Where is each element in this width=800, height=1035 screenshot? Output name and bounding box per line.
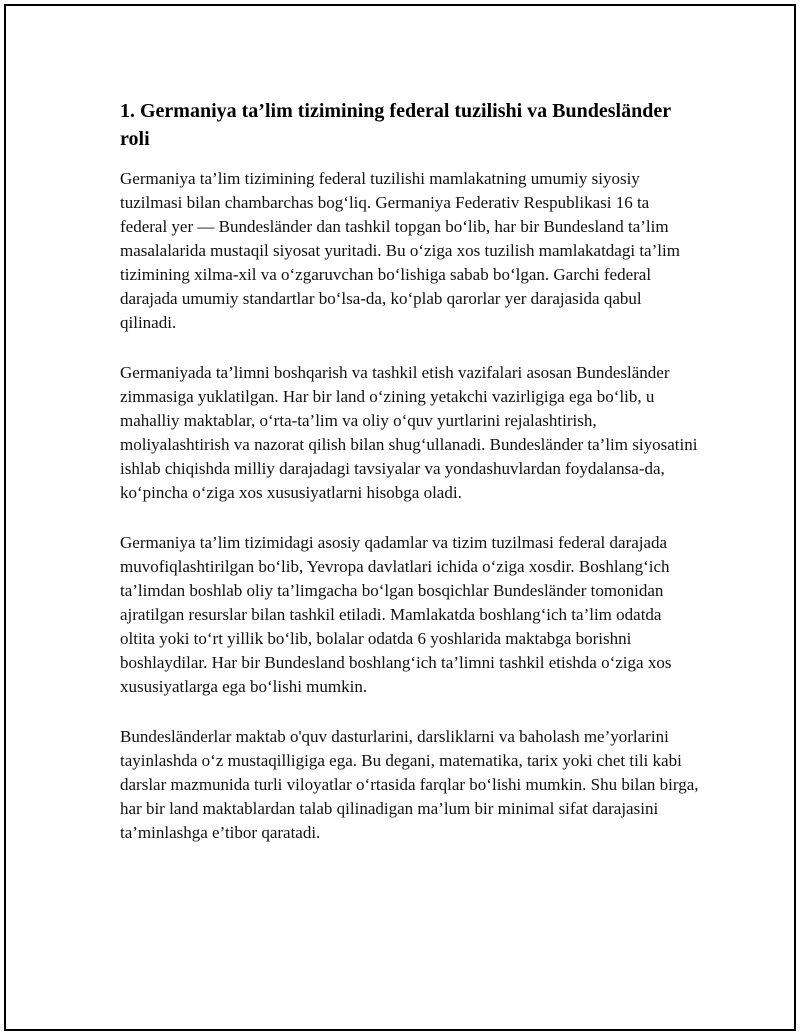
page-frame	[4, 4, 796, 1031]
document-content	[120, 97, 700, 871]
paragraph-curriculum-autonomy: Bundesländerlar maktab o'quv dasturlarini, darsliklarni va baholash me’yorlarini tayinlashda o‘z mustaqilligiga ega. Bu degani, matematika, tarix yoki chet tili kabi darslar mazmunida turli viloyatlar o‘rtasida farqlar bo‘lishi mumkin. Shu bilan birga, har bir land maktablardan talab qilinadigan ma’lum bir minimal sifat darajasini ta’minlashga e’tibor qaratadi.	[120, 727, 699, 842]
paragraph-governance: Germaniyada ta’limni boshqarish va tashkil etish vazifalari asosan Bundesländer zimmasiga yuklatilgan. Har bir land o‘zining yetakchi vazirligiga ega bo‘lib, u mahalliy maktablar, o‘rta-ta’lim va oliy o‘quv yurtlarini rejalashtirish, moliyalashtirish va nazorat qilish bilan shug‘ullanadi. Bundesländer ta’lim siyosatini ishlab chiqishda milliy darajadagi tavsiyalar va yondashuvlardan foydalansa-da, ko‘pincha o‘ziga xos xususiyatlarni hisobga oladi.	[120, 363, 698, 502]
section-heading: 1. Germaniya ta’lim tizimining federal tuzilishi va Bundesländer roli	[120, 100, 671, 150]
paragraph-system-stages: Germaniya ta’lim tizimidagi asosiy qadamlar va tizim tuzilmasi federal darajada muvofiqlashtirilgan bo‘lib, Yevropa davlatlari ichida o‘ziga xosdir. Boshlang‘ich ta’limdan boshlab oliy ta’limgacha bo‘lgan bosqichlar Bundesländer tomonidan ajratilgan resurslar bilan tashkil etiladi. Mamlakatda boshlang‘ich ta’lim odatda oltita yoki to‘rt yillik bo‘lib, bolalar odatda 6 yoshlarida maktabga borishni boshlaydilar. Har bir Bundesland boshlang‘ich ta’limni tashkil etishda o‘ziga xos xususiyatlarga ega bo‘lishi mumkin.	[120, 533, 672, 696]
paragraph-federal-structure: Germaniya ta’lim tizimining federal tuzilishi mamlakatning umumiy siyosiy tuzilmasi bilan chambarchas bog‘liq. Germaniya Federativ Respublikasi 16 ta federal yer — Bundesländer dan tashkil topgan bo‘lib, har bir Bundesland ta’lim masalalarida mustaqil siyosat yuritadi. Bu o‘ziga xos tuzilish mamlakatdagi ta’lim tizimining xilma-xil va o‘zgaruvchan bo‘lishiga sabab bo‘lgan. Garchi federal darajada umumiy standartlar bo‘lsa-da, ko‘plab qarorlar yer darajasida qabul qilinadi.	[120, 169, 680, 332]
